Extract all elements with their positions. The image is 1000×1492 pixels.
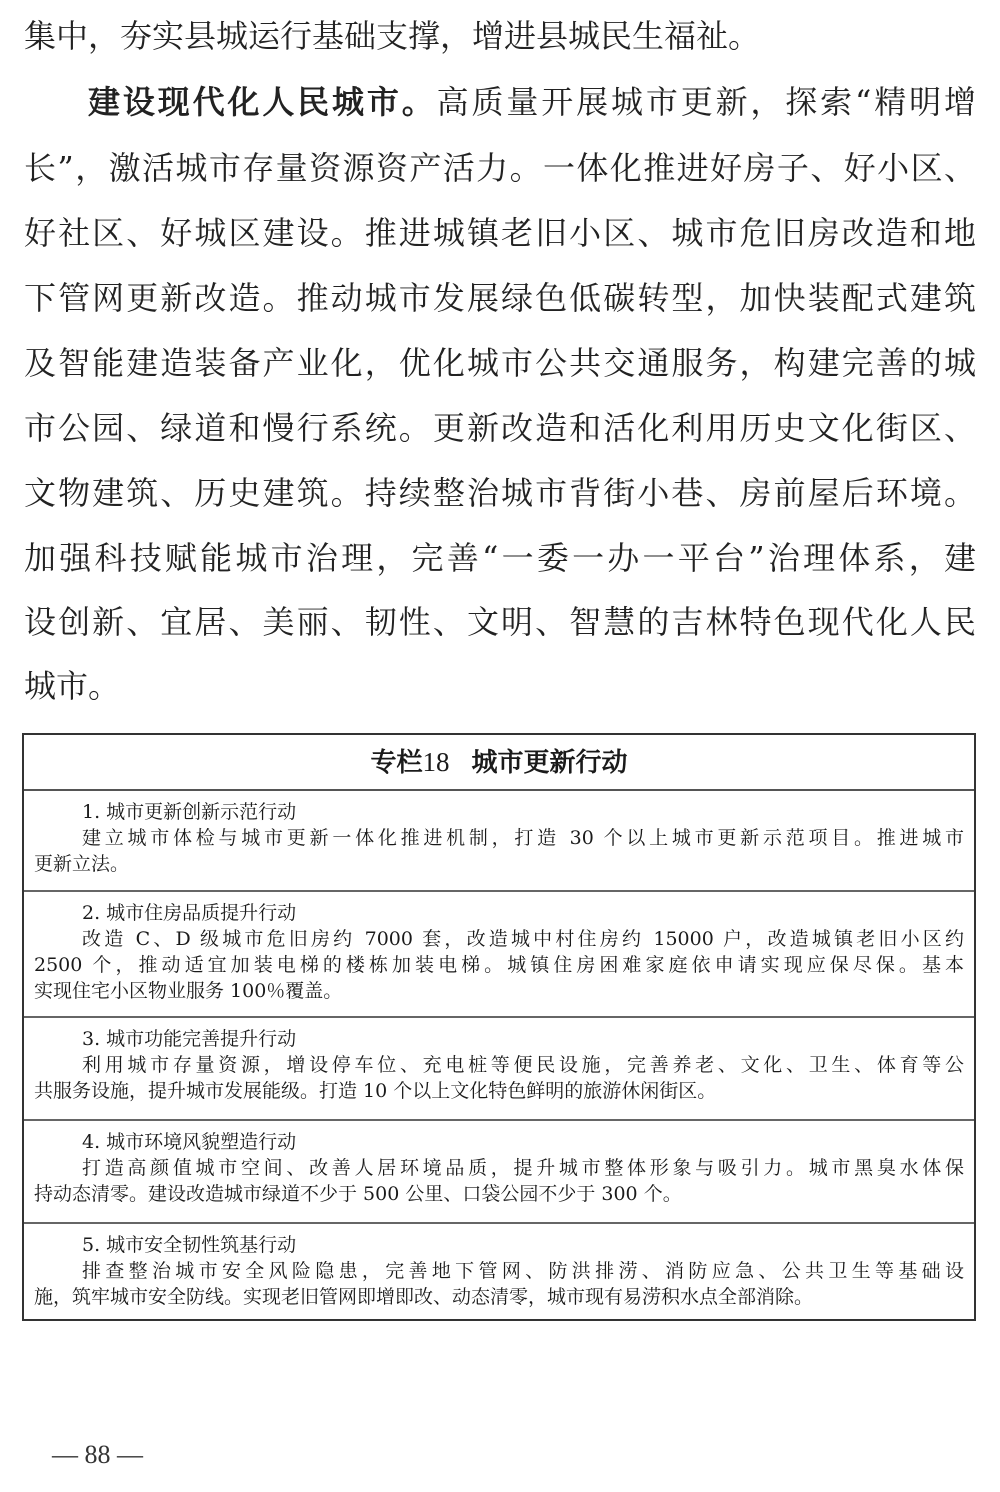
box-label: 专栏 [370, 748, 423, 778]
body-line: 下管网更新改造。推动城市发展绿色低碳转型，加快装配式建筑 [24, 279, 976, 317]
box-number: 18 [422, 747, 450, 777]
section-line: 更新立法。 [34, 853, 130, 875]
para2-first-rest: 高质量开展城市更新，探索“精明增 [436, 83, 976, 121]
body-line: 市公园、绿道和慢行系统。更新改造和活化利用历史文化街区、 [24, 409, 976, 447]
body-line: 城市。 [24, 667, 121, 705]
body-line: 加强科技赋能城市治理，完善“一委一办一平台”治理体系，建 [24, 539, 976, 577]
body-line: 设创新、宜居、美丽、韧性、文明、智慧的吉林特色现代化人民 [24, 603, 976, 641]
box-title-text: 城市更新行动 [471, 748, 628, 778]
box-section [24, 1224, 974, 1321]
box-section [24, 791, 974, 892]
body-line: 及智能建造装备产业化，优化城市公共交通服务，构建完善的城 [24, 344, 976, 382]
body-line: 集中，夯实县城运行基础支撑，增进县城民生福祉。 [24, 17, 761, 55]
para2-first-line [24, 80, 976, 124]
section-line: 实现住宅小区物业服务 100％覆盖。 [34, 980, 343, 1002]
box-section [24, 1121, 974, 1224]
section-line: 建立城市体检与城市更新一体化推进机制，打造 30 个以上城市更新示范项目。推进城市 [82, 827, 964, 849]
section-line: 打造高颜值城市空间、改善人居环境品质，提升城市整体形象与吸引力。城市黑臭水体保 [82, 1157, 964, 1179]
section-line: 施，筑牢城市安全防线。实现老旧管网即增即改、动态清零，城市现有易涝积水点全部消除。 [34, 1286, 814, 1308]
body-line: 文物建筑、历史建筑。持续整治城市背街小巷、房前屋后环境。 [24, 474, 976, 512]
section-heading: 4. 城市环境风貌塑造行动 [82, 1131, 297, 1153]
section-line: 利用城市存量资源，增设停车位、充电桩等便民设施，完善养老、文化、卫生、体育等公 [82, 1054, 964, 1076]
section-line: 共服务设施，提升城市发展能级。打造 10 个以上文化特色鲜明的旅游休闲街区。 [34, 1080, 717, 1102]
para2-heading: 建设现代化人民城市。 [88, 83, 437, 121]
box-section [24, 892, 974, 1018]
section-heading: 3. 城市功能完善提升行动 [82, 1028, 297, 1050]
section-heading: 1. 城市更新创新示范行动 [82, 801, 297, 823]
section-line: 排查整治城市安全风险隐患，完善地下管网、防洪排涝、消防应急、公共卫生等基础设 [82, 1260, 964, 1282]
feature-box [22, 733, 976, 1321]
section-line: 2500 个，推动适宜加装电梯的楼栋加装电梯。城镇住房困难家庭依申请实现应保尽保。基本 [34, 954, 964, 976]
box-section [24, 1018, 974, 1121]
section-heading: 2. 城市住房品质提升行动 [82, 902, 297, 924]
section-heading: 5. 城市安全韧性筑基行动 [82, 1234, 297, 1256]
page-number: — 88 — [52, 1440, 143, 1469]
body-line: 好社区、好城区建设。推进城镇老旧小区、城市危旧房改造和地 [24, 214, 976, 252]
box-title [24, 735, 974, 791]
section-line: 改造 C、D 级城市危旧房约 7000 套，改造城中村住房约 15000 户，改造城镇老旧小区约 [82, 928, 964, 950]
body-line: 长”，激活城市存量资源资产活力。一体化推进好房子、好小区、 [24, 149, 976, 187]
section-line: 持动态清零。建设改造城市绿道不少于 500 公里、口袋公园不少于 300 个。 [34, 1183, 682, 1205]
